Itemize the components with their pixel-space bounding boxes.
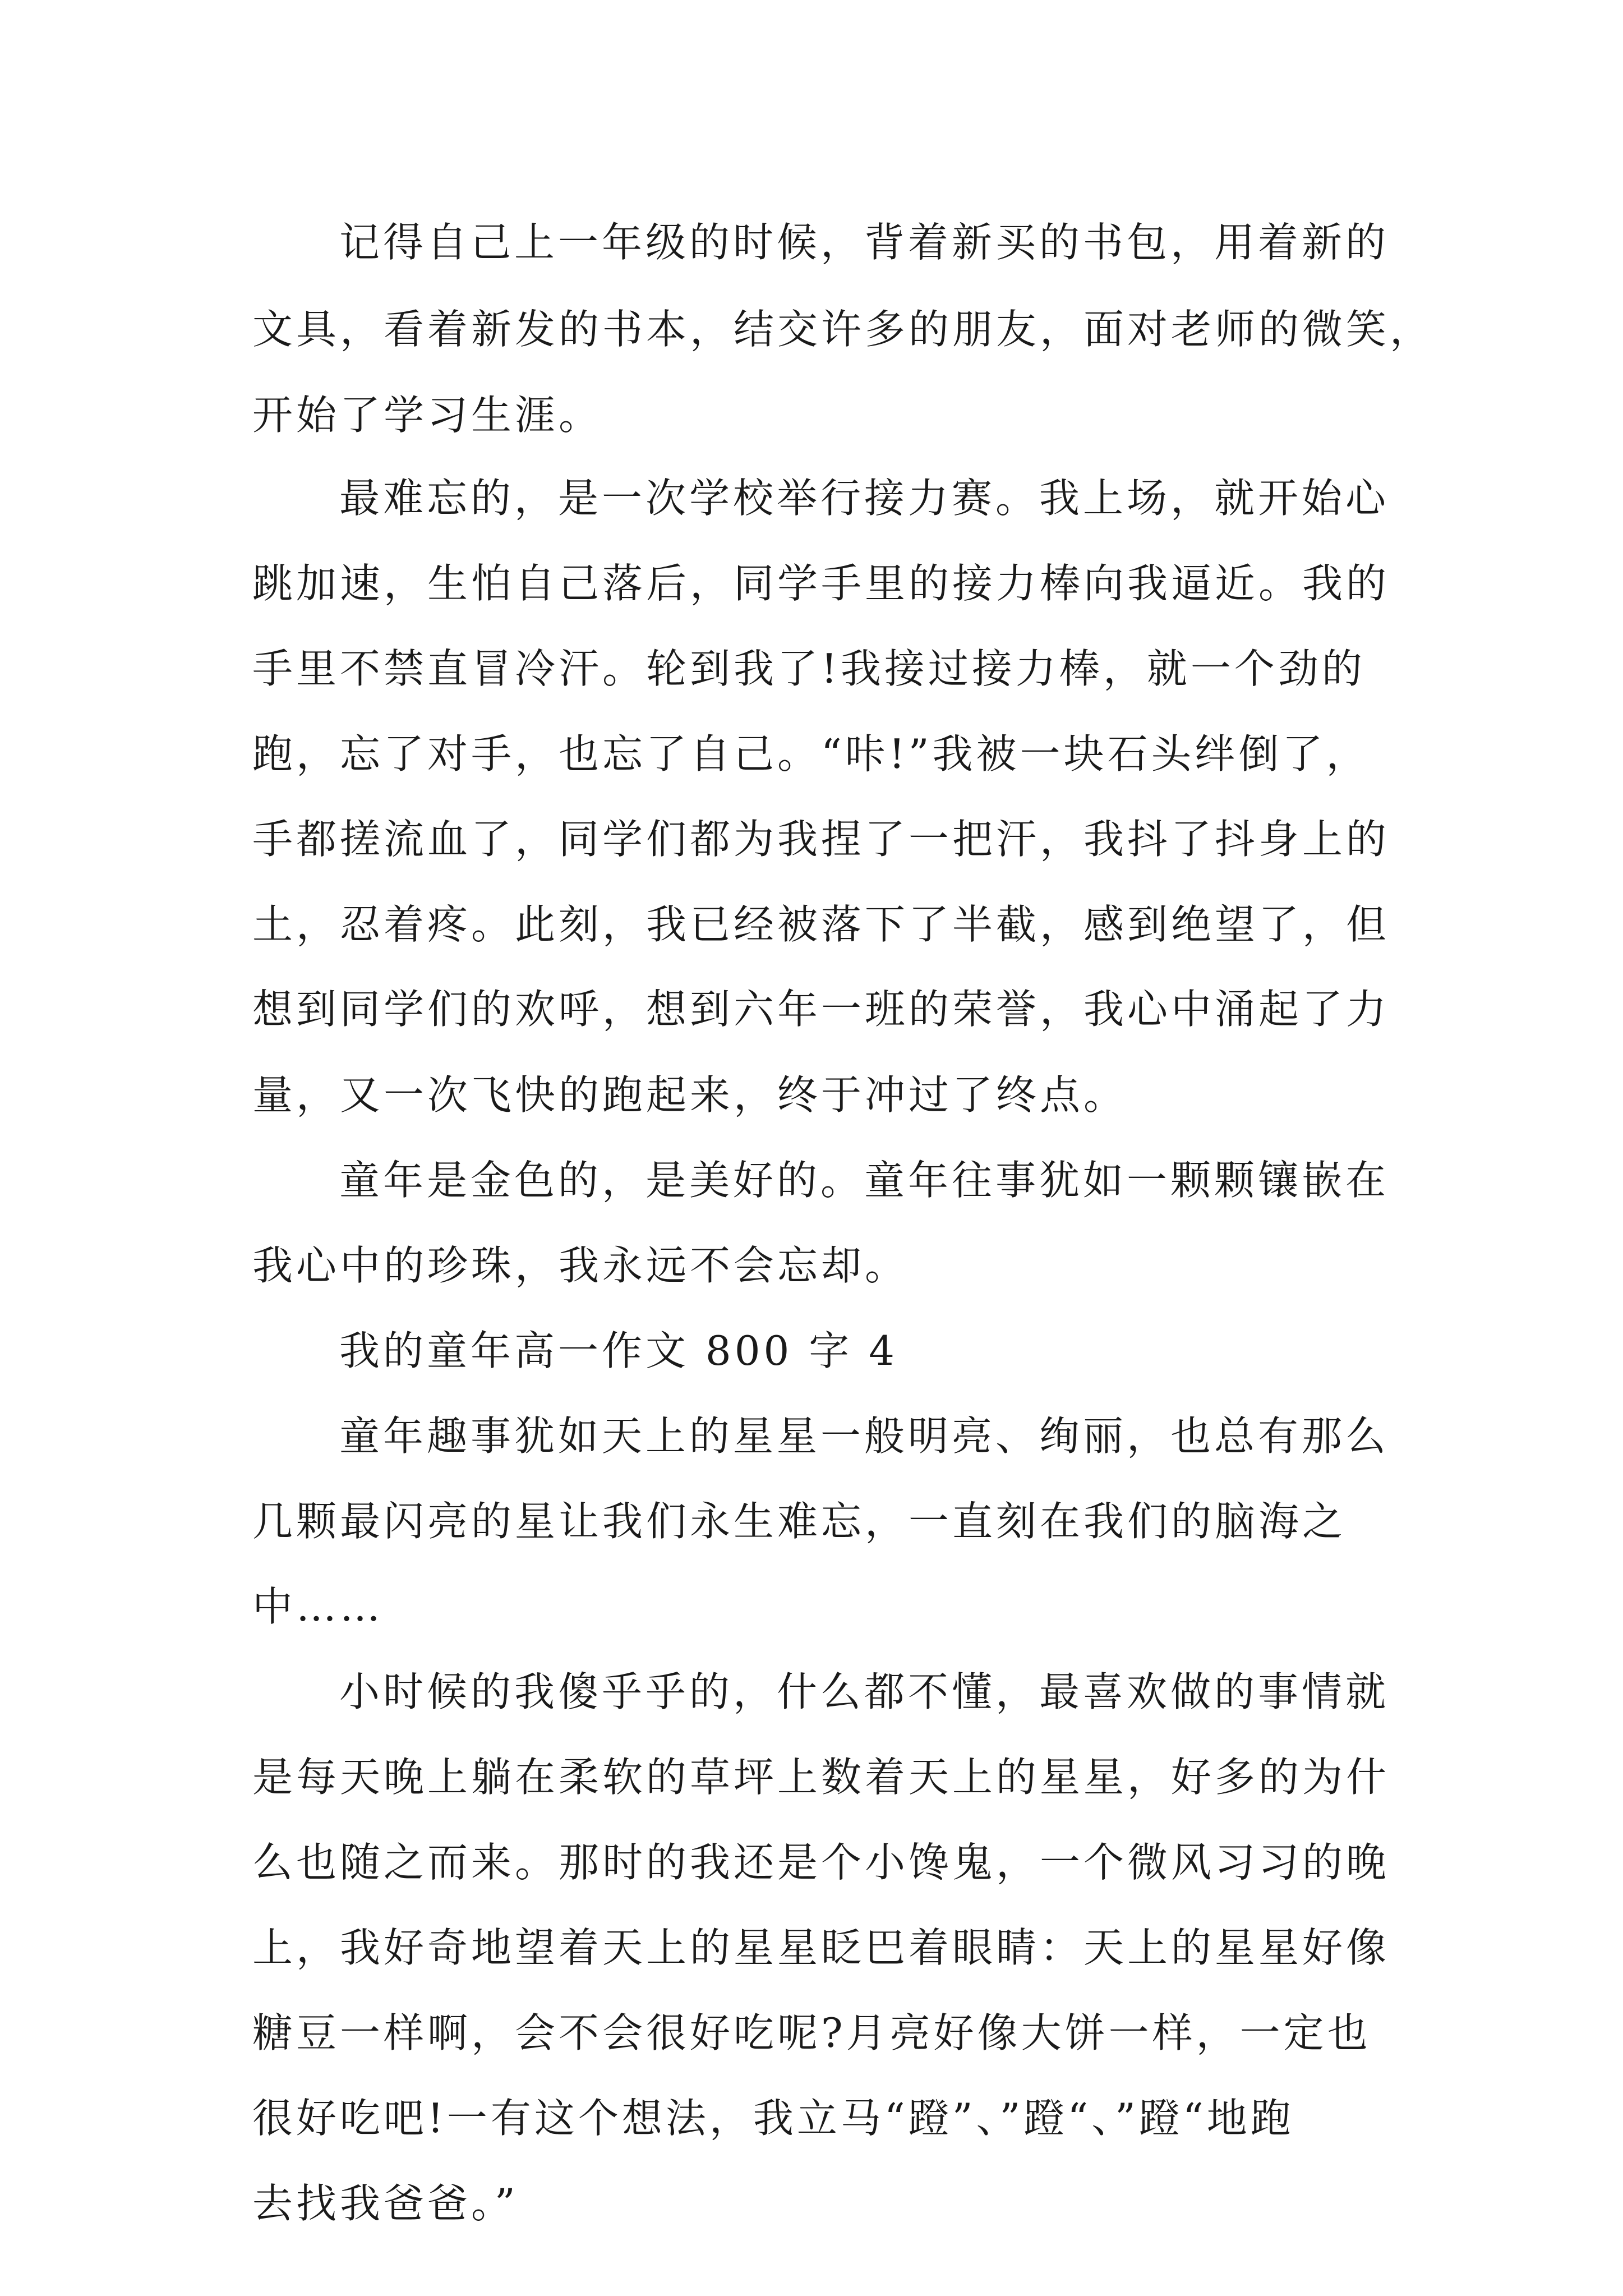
paragraph-line: 想到同学们的欢呼，想到六年一班的荣誉，我心中涌起了力	[252, 986, 1390, 1033]
paragraph-line: 中……	[252, 1583, 384, 1630]
paragraph-line: 么也随之而来。那时的我还是个小馋鬼，一个微风习习的晚	[252, 1839, 1390, 1886]
section-heading: 我的童年高一作文 800 字 4	[339, 1327, 898, 1374]
paragraph-line: 上，我好奇地望着天上的星星眨巴着眼睛：天上的星星好像	[252, 1924, 1390, 1971]
paragraph-line: 手都搓流血了，同学们都为我捏了一把汗，我抖了抖身上的	[252, 816, 1390, 863]
paragraph-line: 是每天晚上躺在柔软的草坪上数着天上的星星，好多的为什	[252, 1754, 1390, 1801]
paragraph-line: 几颗最闪亮的星让我们永生难忘，一直刻在我们的脑海之	[252, 1498, 1347, 1545]
paragraph-line: 文具，看着新发的书本，结交许多的朋友，面对老师的微笑，	[252, 306, 1434, 353]
paragraph-line: 很好吃吧!一有这个想法，我立马“蹬”、”蹬“、”蹬“地跑	[252, 2095, 1294, 2142]
paragraph-line: 量，又一次飞快的跑起来，终于冲过了终点。	[252, 1071, 1128, 1119]
paragraph-line: 童年是金色的，是美好的。童年往事犹如一颗颗镶嵌在	[339, 1157, 1390, 1204]
paragraph-line: 童年趣事犹如天上的星星一般明亮、绚丽，也总有那么	[339, 1412, 1390, 1460]
paragraph-line: 最难忘的，是一次学校举行接力赛。我上场，就开始心	[339, 475, 1390, 522]
paragraph-line: 记得自己上一年级的时候，背着新买的书包，用着新的	[339, 219, 1390, 266]
paragraph-line: 土，忍着疼。此刻，我已经被落下了半截，感到绝望了，但	[252, 901, 1390, 948]
paragraph-line: 开始了学习生涯。	[252, 392, 603, 439]
paragraph-line: 手里不禁直冒冷汗。轮到我了!我接过接力棒，就一个劲的	[252, 645, 1366, 692]
paragraph-line: 跳加速，生怕自己落后，同学手里的接力棒向我逼近。我的	[252, 560, 1390, 607]
paragraph-line: 跑，忘了对手，也忘了自己。“咔!”我被一块石头绊倒了，	[252, 730, 1370, 777]
paragraph-line: 去找我爸爸。”	[252, 2180, 519, 2227]
paragraph-line: 我心中的珍珠，我永远不会忘却。	[252, 1242, 909, 1289]
paragraph-line: 糖豆一样啊，会不会很好吃呢?月亮好像大饼一样，一定也	[252, 2009, 1371, 2056]
paragraph-line: 小时候的我傻乎乎的，什么都不懂，最喜欢做的事情就	[339, 1668, 1390, 1715]
